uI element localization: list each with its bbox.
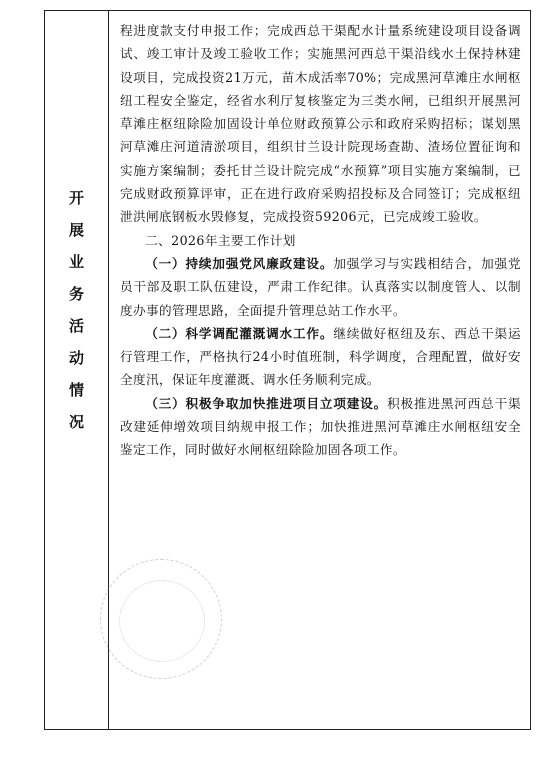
work-report-table bbox=[44, 10, 531, 730]
plan-item-text: 继续做好枢纽及东、西总干渠运行管理工作，严格执行24小时值班制，科学调度，合理配置，做好安全度汛，保证年度灌溉、调水任务顺利完成。 bbox=[120, 325, 521, 388]
section-label-column bbox=[45, 11, 108, 729]
plan-item-heading: （二）科学调配灌溉调水工作。 bbox=[145, 325, 334, 341]
label-char: 开 bbox=[68, 189, 84, 207]
plan-item-2 bbox=[120, 322, 521, 392]
plan-item-3 bbox=[120, 392, 521, 462]
label-char: 展 bbox=[68, 221, 84, 239]
faded-seal-stamp bbox=[100, 559, 222, 679]
label-char: 务 bbox=[68, 285, 84, 303]
content-body bbox=[120, 19, 521, 462]
label-char: 业 bbox=[68, 253, 84, 271]
label-char: 动 bbox=[68, 349, 84, 367]
label-char: 情 bbox=[68, 381, 84, 399]
plan-item-heading: （三）积极争取加快推进项目立项建设。 bbox=[145, 395, 388, 411]
plan-item-1 bbox=[120, 252, 521, 322]
faded-seal-inner-ring bbox=[119, 580, 205, 662]
plan-item-text: 积极推进黑河西总干渠改建延伸增效项目纳规申报工作；加快推进黑河草滩庄水闸枢纽安全鉴定工作，同时做好水闸枢纽除险加固各项工作。 bbox=[120, 395, 522, 458]
plan-item-heading: （一）持续加强党风廉政建设。 bbox=[145, 255, 334, 271]
paragraph-text: 程进度款支付申报工作；完成西总干渠配水计量系统建设项目设备调试、竣工审计及竣工验收工作；实施黑河西总干渠沿线水土保持林建设项目，完成投资21万元，苗木成活率70%；完成黑河草滩庄水闸枢纽工程安全鉴定，经省水利厅复核鉴定为三类水闸，已组织开展黑河草滩庄枢纽除险加固设计单位财政预算公示和政府采购招标；谋划黑河草滩庄河道清淤项目，组织甘兰设计院现场查勘、渣场位置征询和实施方案编制；委托甘兰设计院完成“水预算”项目实施方案编制，已完成财政预算评审，正在进行政府采购招投标及合同签订；完成枢纽泄洪闸底钢板水毁修复，完成投资59206元，已完成竣工验收。 bbox=[120, 23, 521, 225]
label-char: 况 bbox=[68, 413, 84, 431]
plan-item-text: 加强学习与实践相结合，加强党员干部及职工队伍建设，严肃工作纪律。认真落实以制度管人、以制度办事的管理思路，全面提升管理总站工作水平。 bbox=[120, 255, 521, 318]
paragraph-continuation bbox=[120, 19, 521, 229]
section-heading-2026-plan bbox=[120, 229, 521, 252]
section-heading-text: 二、2026年主要工作计划 bbox=[145, 232, 296, 248]
label-char: 活 bbox=[68, 317, 84, 335]
